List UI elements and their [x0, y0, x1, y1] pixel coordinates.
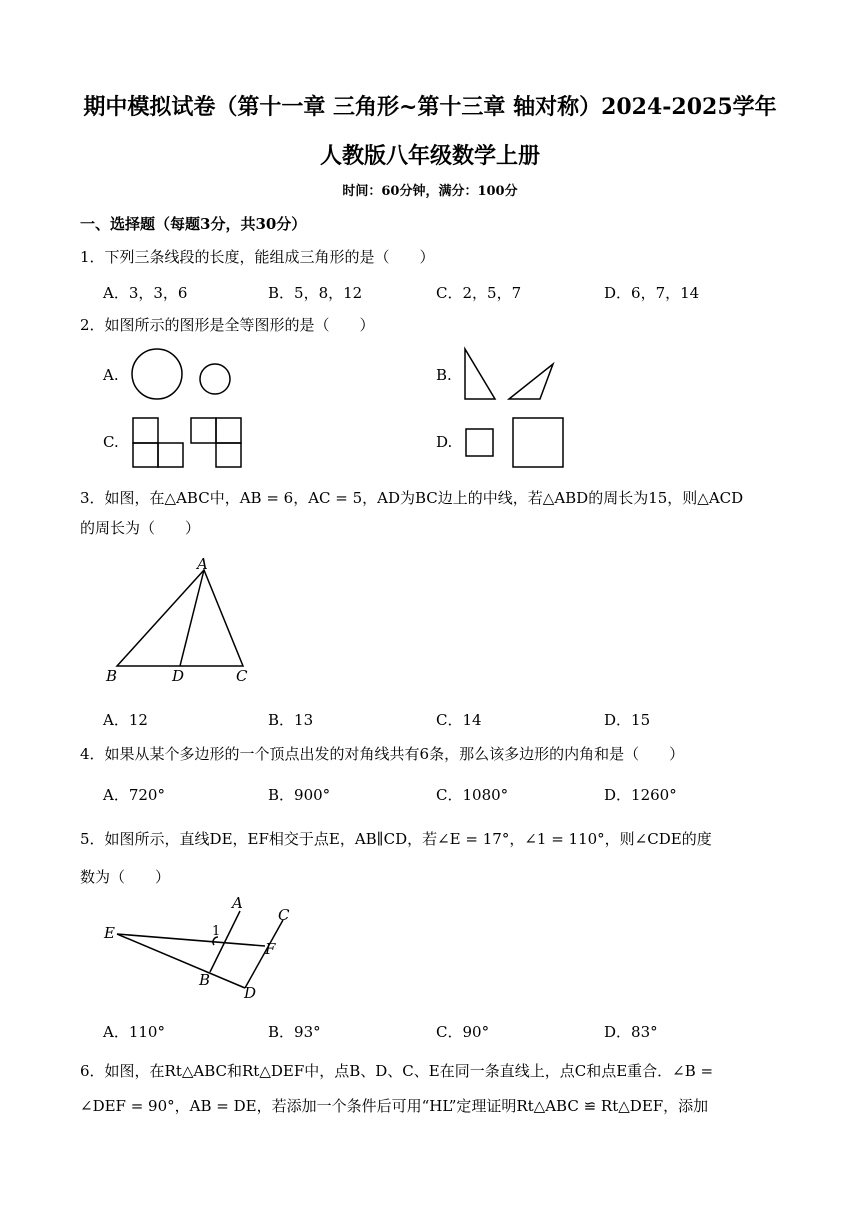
exam-info: 时间：60分钟，满分：100分 — [342, 184, 518, 199]
q4-option-c: C．1080° — [436, 786, 509, 804]
q1-option-a: A．3，3，6 — [103, 284, 188, 302]
q3-label-b: B — [106, 667, 118, 685]
q2-option-d: D. — [436, 433, 453, 451]
q2-option-b: B. — [436, 366, 452, 384]
q4-option-a: A．720° — [103, 786, 165, 804]
q5-label-angle-1: 1 — [212, 924, 221, 939]
q5-option-c: C．90° — [436, 1023, 490, 1041]
q4-option-d: D．1260° — [604, 786, 677, 804]
q5-option-a: A．110° — [103, 1023, 165, 1041]
q5-label-e: E — [104, 924, 115, 942]
q1-option-b: B．5，8，12 — [268, 284, 363, 302]
q3-stem-line2: 的周长为（ ） — [80, 519, 201, 537]
q3-option-d: D．15 — [604, 711, 651, 729]
q5-label-b: B — [199, 971, 211, 989]
q1-stem: 1．下列三条线段的长度，能组成三角形的是（ ） — [80, 248, 435, 266]
q2-stem: 2．如图所示的图形是全等图形的是（ ） — [80, 316, 375, 334]
q3-option-a: A．12 — [103, 711, 148, 729]
q5-line-cd — [245, 920, 283, 988]
q4-option-b: B．900° — [268, 786, 331, 804]
q5-option-d: D．83° — [604, 1023, 658, 1041]
q3-label-d: D — [172, 667, 185, 685]
q5-stem-line1: 5．如图所示，直线DE，EF相交于点E，AB∥CD，若∠E = 17°，∠1 = 110°，则∠CDE的度 — [80, 830, 712, 848]
q5-label-f: F — [265, 940, 276, 958]
q4-stem: 4．如果从某个多边形的一个顶点出发的对角线共有6条，那么该多边形的内角和是（ ） — [80, 745, 685, 763]
q5-stem-line2: 数为（ ） — [80, 868, 171, 886]
q3-option-c: C．14 — [436, 711, 482, 729]
q1-option-d: D．6，7，14 — [604, 284, 700, 302]
q3-stem-line1: 3．如图，在△ABC中，AB = 6，AC = 5，AD为BC边上的中线，若△ABD的周长为15，则△ACD — [80, 489, 744, 507]
q3-label-c: C — [236, 667, 248, 685]
q3-option-b: B．13 — [268, 711, 314, 729]
q5-option-b: B．93° — [268, 1023, 321, 1041]
page-title-line2: 人教版八年级数学上册 — [319, 143, 540, 169]
q5-label-c: C — [278, 906, 290, 924]
q2-option-a: A. — [103, 366, 119, 384]
q6-stem-line2: ∠DEF = 90°，AB = DE，若添加一个条件后可用“HL”定理证明Rt△ABC ≌ Rt△DEF，添加 — [80, 1097, 709, 1115]
section-heading: 一、选择题（每题3分，共30分） — [80, 215, 307, 233]
q1-option-c: C．2，5，7 — [436, 284, 522, 302]
q5-label-a: A — [232, 894, 243, 912]
q5-line-ef — [117, 934, 265, 946]
page-title: 期中模拟试卷（第十一章 三角形~第十三章 轴对称）2024-2025学年 — [83, 94, 777, 120]
q3-label-a: A — [197, 555, 208, 573]
q2-option-c: C. — [103, 433, 119, 451]
q5-label-d: D — [244, 984, 257, 1002]
q6-stem-line1: 6．如图，在Rt△ABC和Rt△DEF中，点B、D、C、E在同一条直线上，点C和点E重合．∠B = — [80, 1062, 714, 1080]
